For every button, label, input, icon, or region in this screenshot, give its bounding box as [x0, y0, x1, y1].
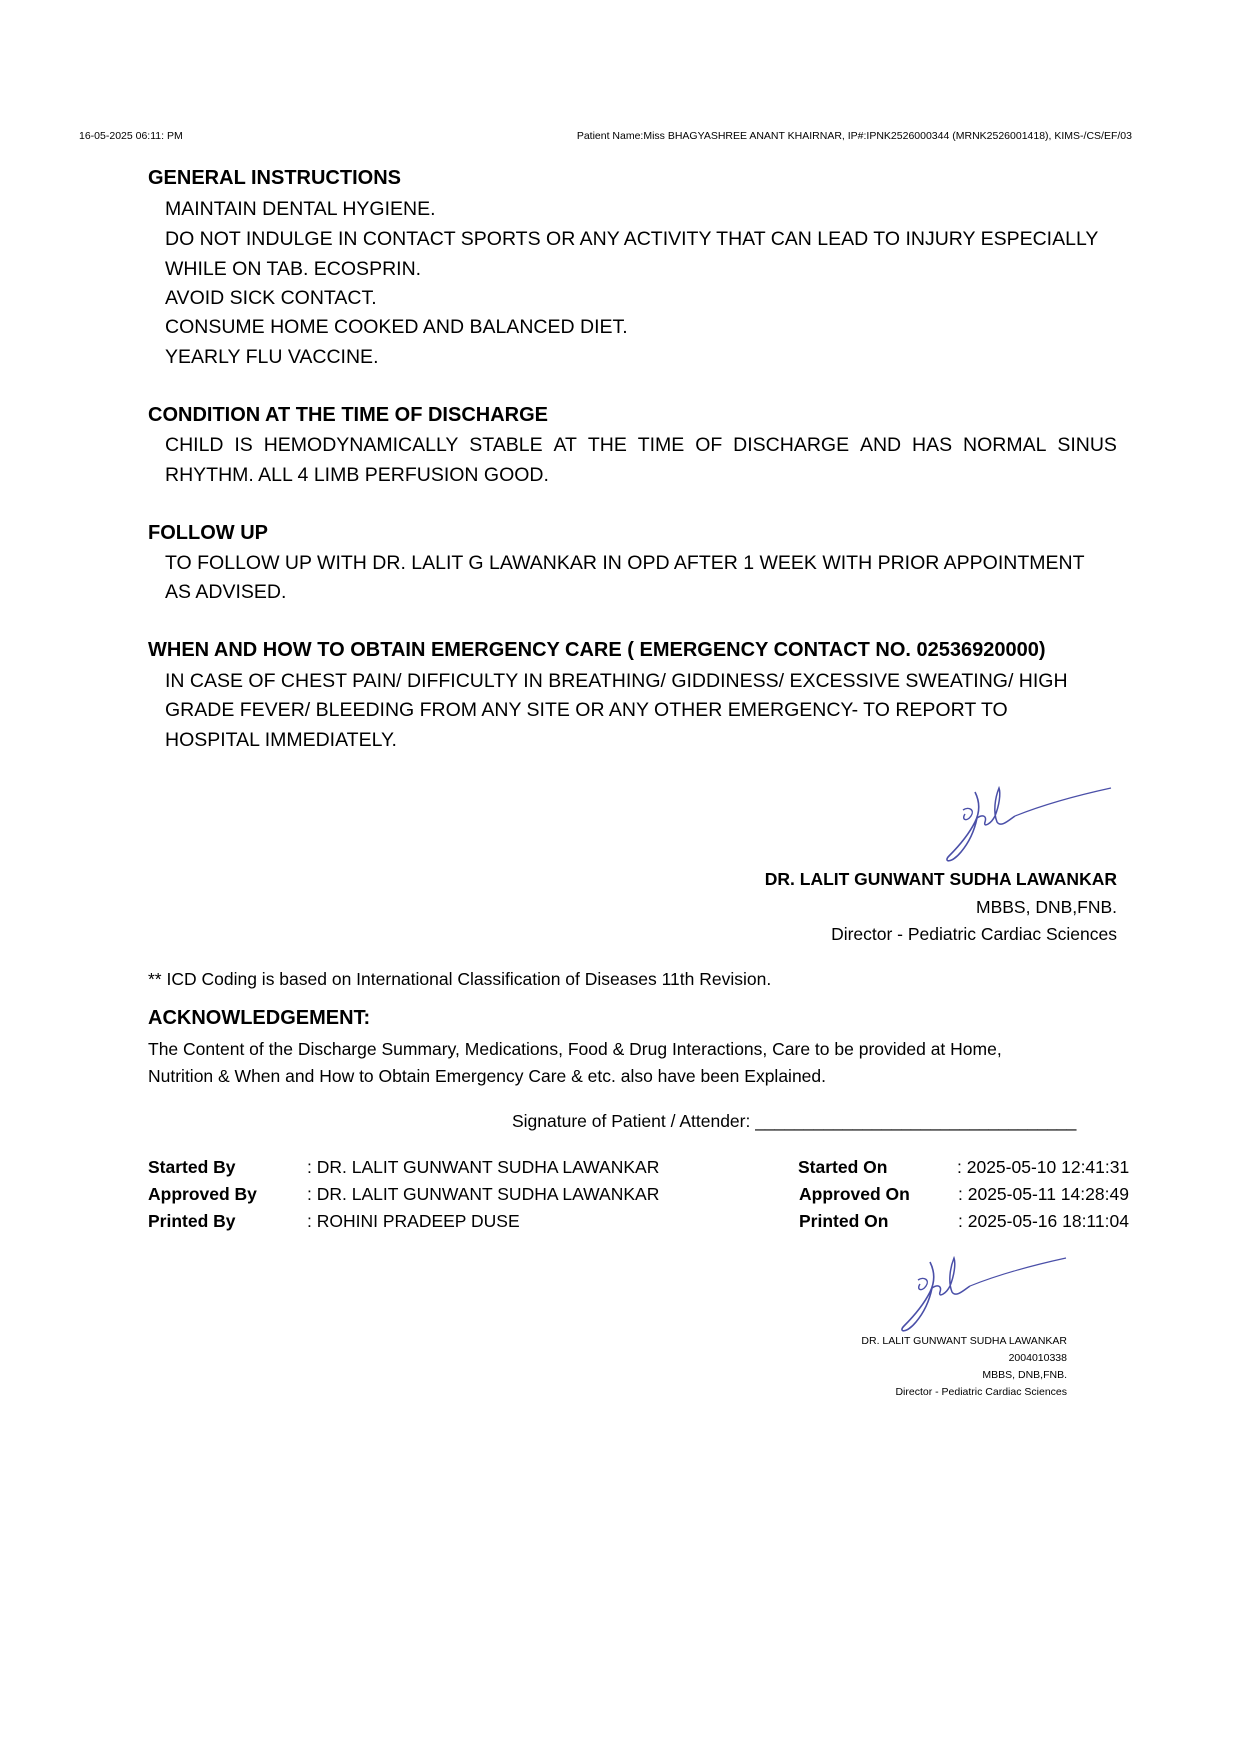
started-by-label: Started By [148, 1157, 236, 1177]
condition-word: NORMAL [963, 434, 1047, 456]
instruction-item: MAINTAIN DENTAL HYGIENE. [165, 198, 436, 220]
patient-info: Patient Name:Miss BHAGYASHREE ANANT KHAIRNAR, IP#:IPNK2526000344 (MRNK2526001418), KIMS-/CS/EF/03 [576, 130, 1132, 142]
emergency-line-2: GRADE FEVER/ BLEEDING FROM ANY SITE OR ANY OTHER EMERGENCY- TO REPORT TO [165, 699, 1008, 721]
footer-reg-no: 2004010338 [1008, 1352, 1067, 1364]
condition-word: OF [695, 434, 723, 456]
started-by-value: : DR. LALIT GUNWANT SUDHA LAWANKAR [307, 1157, 660, 1177]
condition-word: STABLE [469, 434, 543, 456]
condition-title: CONDITION AT THE TIME OF DISCHARGE [148, 404, 548, 426]
approved-by-value: : DR. LALIT GUNWANT SUDHA LAWANKAR [307, 1184, 660, 1204]
printed-by-label: Printed By [148, 1211, 236, 1231]
condition-word: THE [587, 434, 627, 456]
icd-note: ** ICD Coding is based on International Classification of Diseases 11th Revision. [148, 969, 772, 989]
print-datetime: 16-05-2025 06:11: PM [79, 130, 183, 142]
condition-word: TIME [637, 434, 685, 456]
approved-on-value: : 2025-05-11 14:28:49 [958, 1184, 1129, 1204]
condition-word: IS [234, 434, 253, 456]
doctor-designation: Director - Pediatric Cardiac Sciences [831, 924, 1117, 944]
condition-word: CHILD [165, 434, 224, 456]
approved-by-label: Approved By [148, 1184, 257, 1204]
instruction-item: DO NOT INDULGE IN CONTACT SPORTS OR ANY ACTIVITY THAT CAN LEAD TO INJURY ESPECIALLY [165, 228, 1099, 250]
doctor-qualification: MBBS, DNB,FNB. [976, 897, 1117, 917]
condition-word: AT [553, 434, 577, 456]
instruction-item: YEARLY FLU VACCINE. [165, 346, 379, 368]
doctor-signature-image [935, 780, 1115, 870]
footer-qualification: MBBS, DNB,FNB. [982, 1369, 1067, 1381]
condition-word: HAS [912, 434, 953, 456]
emergency-line-3: HOSPITAL IMMEDIATELY. [165, 729, 397, 751]
footer-signature-image [890, 1250, 1070, 1340]
doctor-name: DR. LALIT GUNWANT SUDHA LAWANKAR [764, 869, 1117, 889]
condition-word: HEMODYNAMICALLY [263, 434, 459, 456]
emergency-title: WHEN AND HOW TO OBTAIN EMERGENCY CARE ( EMERGENCY CONTACT NO. 02536920000) [148, 639, 1046, 661]
acknowledgement-line-2: Nutrition & When and How to Obtain Emergency Care & etc. also have been Explained. [148, 1066, 827, 1086]
attender-signature-line: Signature of Patient / Attender: _________________________________ [512, 1111, 1077, 1131]
instruction-item: CONSUME HOME COOKED AND BALANCED DIET. [165, 316, 628, 338]
acknowledgement-line-1: The Content of the Discharge Summary, Medications, Food & Drug Interactions, Care to be provided at Home, [148, 1039, 1002, 1059]
started-on-value: : 2025-05-10 12:41:31 [957, 1157, 1130, 1177]
instruction-item: WHILE ON TAB. ECOSPRIN. [165, 258, 422, 280]
follow-up-title: FOLLOW UP [148, 522, 268, 544]
emergency-line-1: IN CASE OF CHEST PAIN/ DIFFICULTY IN BREATHING/ GIDDINESS/ EXCESSIVE SWEATING/ HIGH [165, 670, 1068, 692]
acknowledgement-title: ACKNOWLEDGEMENT: [148, 1007, 371, 1029]
instruction-item: AVOID SICK CONTACT. [165, 287, 377, 309]
printed-on-value: : 2025-05-16 18:11:04 [958, 1211, 1129, 1231]
approved-on-label: Approved On [799, 1184, 910, 1204]
condition-word: DISCHARGE [733, 434, 850, 456]
footer-designation: Director - Pediatric Cardiac Sciences [895, 1386, 1067, 1398]
general-instructions-title: GENERAL INSTRUCTIONS [148, 167, 401, 189]
condition-word: SINUS [1057, 434, 1117, 456]
condition-line-2: RHYTHM. ALL 4 LIMB PERFUSION GOOD. [165, 464, 549, 486]
condition-line-1 [165, 434, 1117, 457]
footer-doctor-name: DR. LALIT GUNWANT SUDHA LAWANKAR [861, 1335, 1067, 1347]
printed-by-value: : ROHINI PRADEEP DUSE [307, 1211, 520, 1231]
condition-word: AND [859, 434, 902, 456]
follow-up-line-1: TO FOLLOW UP WITH DR. LALIT G LAWANKAR IN OPD AFTER 1 WEEK WITH PRIOR APPOINTMENT [165, 552, 1085, 574]
started-on-label: Started On [798, 1157, 888, 1177]
printed-on-label: Printed On [799, 1211, 889, 1231]
follow-up-line-2: AS ADVISED. [165, 581, 287, 603]
